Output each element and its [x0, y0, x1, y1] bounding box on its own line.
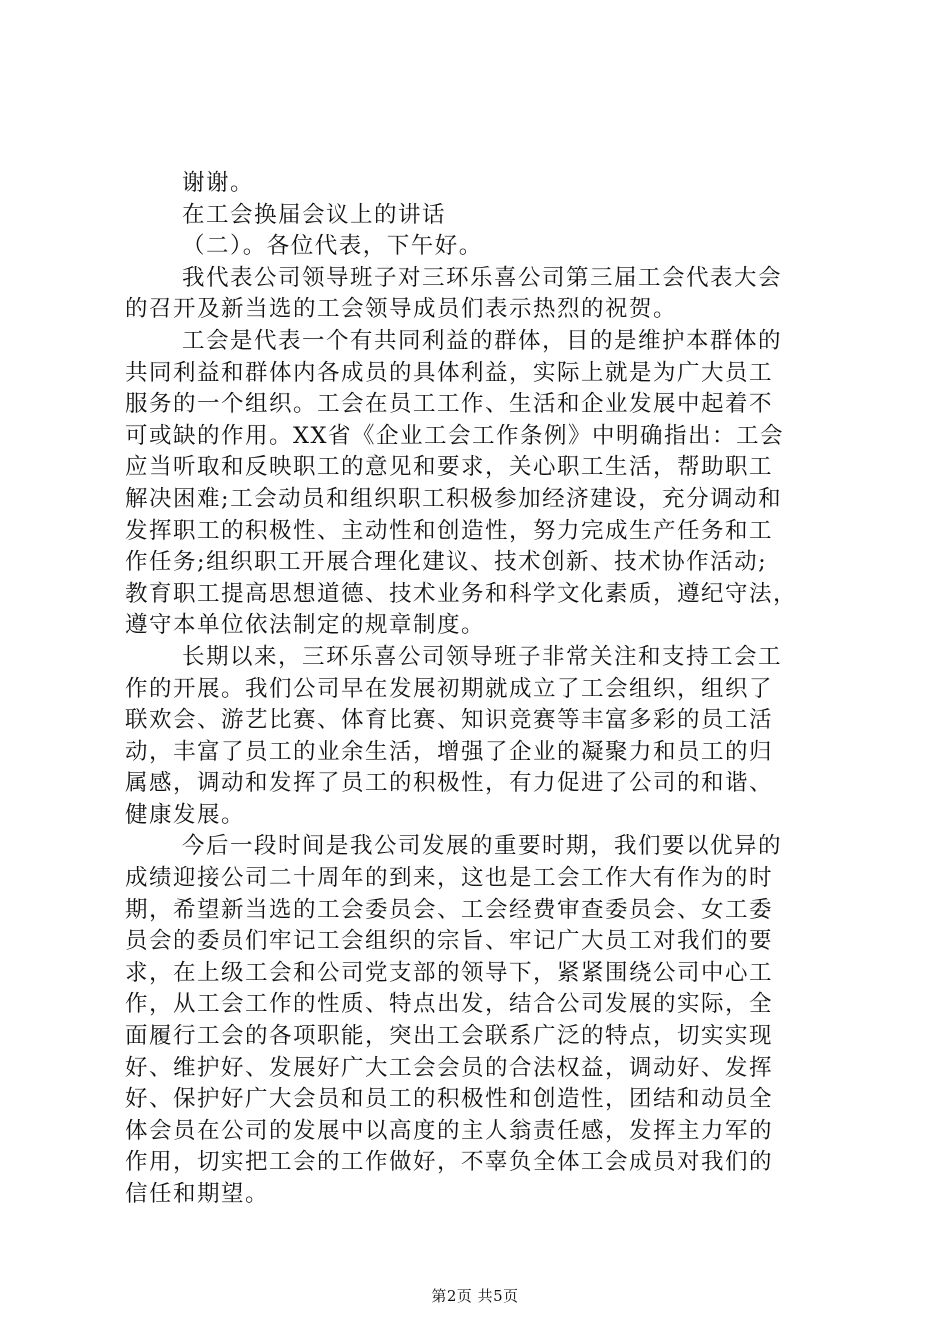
text-line: 信任和期望。: [125, 1181, 270, 1207]
page-footer: 第2页 共5页: [431, 1287, 519, 1305]
text-line: （二）。各位代表，下午好。: [182, 233, 483, 260]
text-line: 谢谢。: [182, 170, 255, 196]
text-line: 好、维护好、发展好广大工会会员的合法权益，调动好、发挥: [125, 1054, 774, 1081]
text-line: 作任务;组织职工开展合理化建议、技术创新、技术协作活动;: [125, 549, 768, 576]
text-line: 求，在上级工会和公司党支部的领导下，紧紧围绕公司中心工: [125, 959, 774, 986]
text-line: 作的开展。我们公司早在发展初期就成立了工会组织，组织了: [125, 675, 774, 702]
text-line: 期，希望新当选的工会委员会、工会经费审查委员会、女工委: [125, 896, 774, 923]
text-line: 在工会换届会议上的讲话: [182, 201, 447, 228]
text-line: 可或缺的作用。XX省《企业工会工作条例》中明确指出：工会: [125, 422, 785, 449]
text-line: 员会的委员们牢记工会组织的宗旨、牢记广大员工对我们的要: [125, 928, 774, 955]
document-body: [125, 168, 830, 1211]
text-line: 属感，调动和发挥了员工的积极性，有力促进了公司的和谐、: [125, 770, 774, 797]
text-line: 我代表公司领导班子对三环乐喜公司第三届工会代表大会: [182, 264, 783, 291]
text-line: 面履行工会的各项职能，突出工会联系广泛的特点，切实实现: [125, 1023, 774, 1050]
text-line: 长期以来，三环乐喜公司领导班子非常关注和支持工会工: [182, 643, 783, 670]
text-line: 应当听取和反映职工的意见和要求，关心职工生活，帮助职工: [125, 454, 774, 481]
text-line: 服务的一个组织。工会在员工工作、生活和企业发展中起着不: [125, 391, 774, 418]
text-line: 遵守本单位依法制定的规章制度。: [125, 612, 486, 639]
text-line: 工会是代表一个有共同利益的群体，目的是维护本群体的: [182, 327, 783, 354]
text-line: 解决困难;工会动员和组织职工积极参加经济建设，充分调动和: [125, 485, 783, 512]
text-line: 的召开及新当选的工会领导成员们表示热烈的祝贺。: [125, 296, 678, 323]
text-line: 健康发展。: [125, 801, 246, 828]
text-line: 体会员在公司的发展中以高度的主人翁责任感，发挥主力军的: [125, 1117, 774, 1144]
text-line: 教育职工提高思想道德、技术业务和科学文化素质，遵纪守法，: [125, 580, 798, 607]
text-line: 动，丰富了员工的业余生活，增强了企业的凝聚力和员工的归: [125, 738, 774, 765]
text-line: 今后一段时间是我公司发展的重要时期，我们要以优异的: [182, 833, 783, 860]
text-line: 好、保护好广大会员和员工的积极性和创造性，团结和动员全: [125, 1086, 774, 1113]
text-line: 成绩迎接公司二十周年的到来，这也是工会工作大有作为的时: [125, 865, 774, 892]
text-line: 发挥职工的积极性、主动性和创造性，努力完成生产任务和工: [125, 517, 774, 544]
text-line: 作用，切实把工会的工作做好，不辜负全体工会成员对我们的: [125, 1149, 774, 1176]
text-line: 共同利益和群体内各成员的具体利益，实际上就是为广大员工: [125, 359, 774, 386]
text-line: 联欢会、游艺比赛、体育比赛、知识竞赛等丰富多彩的员工活: [125, 707, 774, 734]
text-line: 作，从工会工作的性质、特点出发，结合公司发展的实际，全: [125, 991, 774, 1018]
